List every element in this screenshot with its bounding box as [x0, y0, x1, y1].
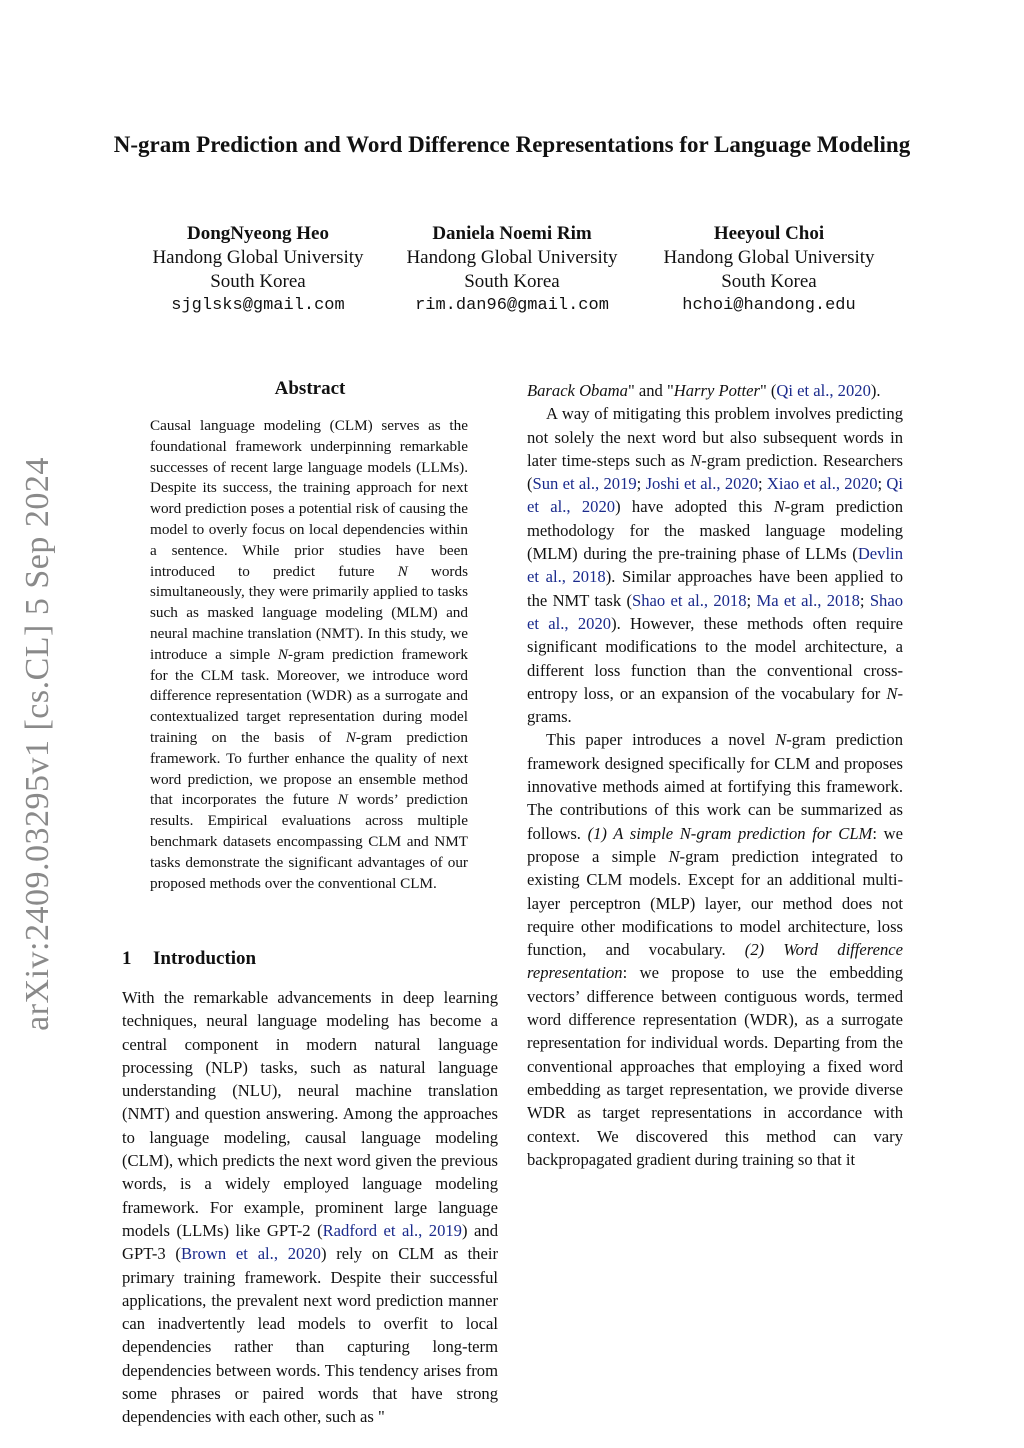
body-text: ; [877, 474, 887, 494]
body-text: ; [758, 474, 767, 494]
section-heading-introduction [122, 948, 256, 970]
body-text: -gram prediction integrated to existing CLM models. Except for an additional multi-layer perceptron (MLP) layer, our method does not require other modifications to model architecture, loss function, and vocabulary. [527, 846, 903, 960]
math-variable: N [277, 645, 289, 663]
author-country: South Korea [210, 271, 306, 292]
author-affiliation: Handong Global University [152, 247, 364, 268]
math-variable: N [775, 730, 787, 750]
body-column-right [527, 379, 903, 1171]
paper-title: N-gram Prediction and Word Difference Representations for Language Modeling [113, 132, 911, 157]
body-text: " and " [627, 381, 674, 400]
math-variable: N [397, 562, 408, 580]
body-text: ; [859, 590, 870, 610]
body-text: ). However, these methods often require significant modifications to the model architecture, a different loss function than the conventional cross-entropy loss, or an expansion of the vocabulary for [527, 613, 904, 703]
author-block-1 [128, 222, 388, 318]
body-text: -gram prediction framework designed specifically for CLM and proposes innovative methods aimed at fortifying this framework. The contributions of this work can be summarized as follows. [527, 730, 903, 843]
body-text: -grams. [527, 683, 903, 727]
author-email: hchoi@handong.edu [682, 296, 856, 315]
contribution-label: (2) Word difference representation [527, 940, 904, 983]
author-affiliation: Handong Global University [663, 247, 875, 268]
body-column-left [122, 986, 498, 1429]
abstract-text: Causal language modeling (CLM) serves as the foundational framework underpinning remarkable successes of recent large language models (LLMs). Despite its success, the training approach for next word prediction poses a potential risk of causing the model to overly focus on local dependencies within a sentence. While prior studies have been introduced to predict future [150, 417, 468, 580]
body-text: -gram prediction methodology for the masked language modeling (MLM) during the pre-training phase of LLMs ( [527, 497, 904, 564]
abstract-text: -gram prediction framework for the CLM task. Moreover, we introduce word difference representation (WDR) as a surrogate and contextualized target representation during model training on the basis of [150, 645, 468, 746]
body-text: With the remarkable advancements in deep learning techniques, neural language modeling has become a central component in modern natural language processing (NLP) tasks, such as natural language understanding (NLU), neural machine translation (NMT) and question answering. Among the approaches to language modeling, causal language modeling (CLM), which predicts the next word given the previous words, is a widely employed language modeling framework. For example, prominent large language models (LLMs) like GPT-2 ( [122, 988, 498, 1240]
intro-paragraph-1 [122, 986, 498, 1429]
abstract-text: words’ prediction results. Empirical evaluations across multiple benchmark datasets encompassing CLM and NMT tasks demonstrate the significant advantages of our proposed methods over the conventional CLM. [150, 791, 468, 892]
author-name: DongNyeong Heo [187, 223, 329, 244]
math-variable: N [668, 846, 680, 866]
citation-link[interactable]: Shao et al., 2020 [527, 590, 903, 633]
body-text: ; [636, 474, 646, 494]
author-email: rim.dan96@gmail.com [415, 296, 609, 315]
citation-link[interactable]: Ma et al., 2018 [756, 590, 860, 610]
intro-paragraph-1-continued [527, 379, 903, 402]
author-block-3 [639, 222, 899, 318]
abstract-body [150, 416, 468, 894]
author-block-2 [382, 222, 642, 318]
body-text: A way of mitigating this problem involves predicting not solely the next word but also subsequent words in later time-steps such as [527, 404, 903, 470]
citation-link[interactable]: Brown et al., 2020 [180, 1244, 321, 1264]
body-text: ). [870, 381, 881, 400]
body-text: ) have adopted this [615, 497, 774, 517]
citation-link[interactable]: Joshi et al., 2020 [645, 474, 759, 494]
example-phrase: Barack Obama [527, 381, 628, 400]
math-variable: N [773, 497, 785, 517]
body-text: : we propose to use the embedding vectors’ difference between contiguous words, termed word difference representation (WDR), as a surrogate representation for individual words. Departing from the conventional approaches that employing a fixed word embedding as target representation, we provide diverse WDR as target representations in accordance with context. We discovered this method can vary backpropagated gradient during training so that it [527, 963, 903, 1169]
citation-link[interactable]: Qi et al., 2020 [776, 381, 871, 400]
body-text: ). Similar approaches have been applied to the NMT task ( [527, 567, 903, 610]
body-text: ) and GPT-3 ( [122, 1220, 498, 1264]
body-text: This paper introduces a novel [546, 730, 776, 750]
author-country: South Korea [464, 271, 560, 292]
citation-link[interactable]: Devlin et al., 2018 [527, 544, 903, 587]
math-variable: N [345, 728, 356, 746]
citation-link[interactable]: Sun et al., 2019 [532, 474, 637, 494]
citation-link[interactable]: Xiao et al., 2020 [766, 474, 878, 494]
abstract-text: words simultaneously, they were primarily applied to tasks such as masked language modeling (MLM) and neural machine translation (NMT). In this study, we introduce a simple [150, 562, 468, 663]
author-name: Daniela Noemi Rim [432, 223, 592, 244]
body-text: : we propose a simple [527, 823, 903, 866]
section-number: 1 [122, 948, 132, 969]
math-variable: N [337, 791, 348, 809]
arxiv-identifier-text: arXiv:2409.03295v1 [cs.CL] 5 Sep 2024 [19, 457, 56, 1031]
author-name: Heeyoul Choi [713, 223, 825, 244]
math-variable: N [690, 450, 702, 470]
citation-link[interactable]: Shao et al., 2018 [632, 590, 747, 610]
math-variable: N [886, 683, 898, 703]
example-phrase: Harry Potter [673, 381, 760, 400]
body-text: ; [746, 590, 757, 610]
body-text: -gram prediction. Researchers ( [527, 450, 903, 494]
contribution-label: (1) A simple N-gram prediction for CLM [587, 823, 873, 843]
citation-link[interactable]: Radford et al., 2019 [322, 1220, 462, 1240]
author-country: South Korea [721, 271, 817, 292]
section-title: Introduction [153, 948, 257, 969]
abstract-text: -gram prediction framework. To further enhance the quality of next word prediction, we propose an ensemble method that incorporates the future [150, 728, 468, 809]
body-text: ) rely on CLM as their primary training framework. Despite their successful applications, the prevalent next word prediction manner can inadvertently lead models to overfit to local dependencies rather than capturing long-term dependencies between words. This tendency arises from some phrases or paired words that have strong dependencies with each other, such as " [122, 1244, 498, 1427]
author-affiliation: Handong Global University [406, 247, 618, 268]
abstract-heading: Abstract [274, 378, 346, 399]
author-email: sjglsks@gmail.com [171, 296, 345, 315]
intro-paragraph-2 [527, 402, 903, 728]
body-text: " ( [759, 381, 777, 400]
intro-paragraph-3 [527, 728, 903, 1171]
citation-link[interactable]: Qi et al., 2020 [527, 474, 903, 517]
